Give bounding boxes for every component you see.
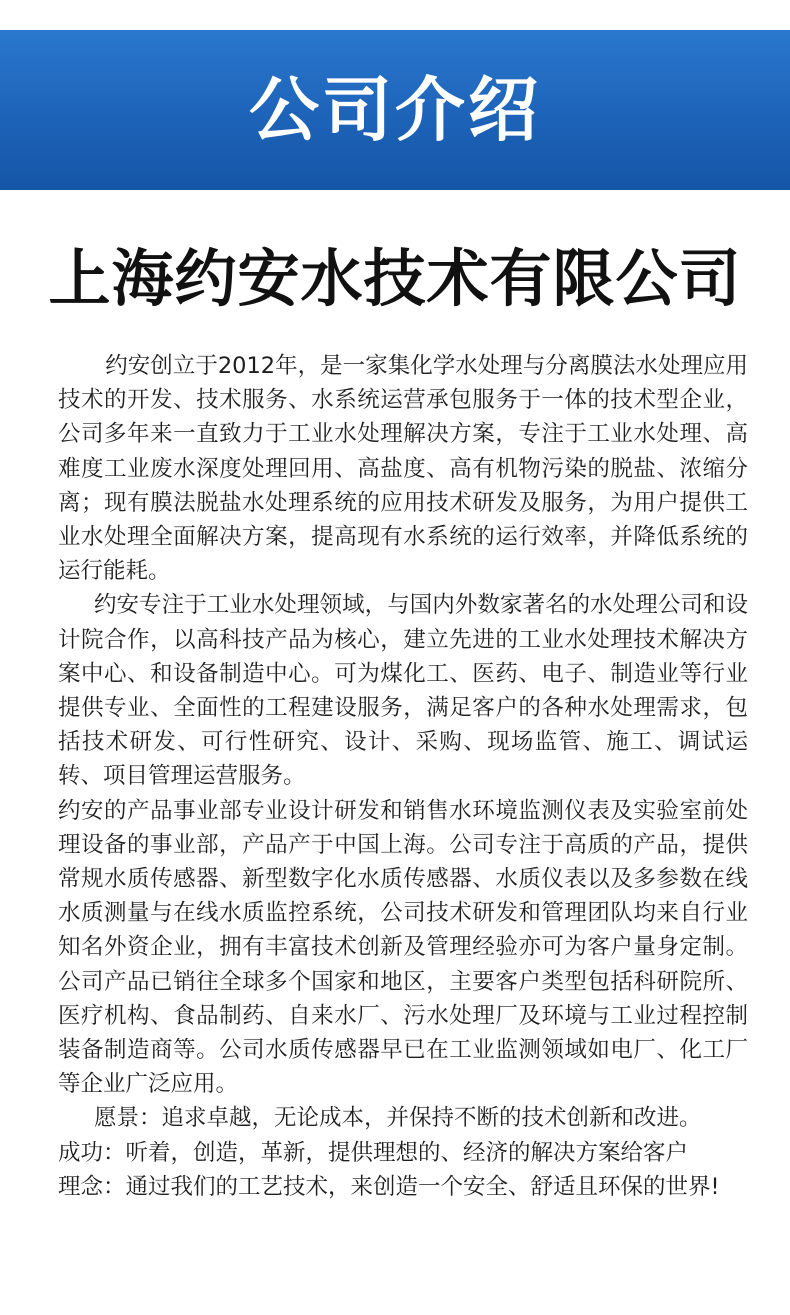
intro-paragraph-philosophy: 理念：通过我们的工艺技术，来创造一个安全、舒适且环保的世界! (58, 1173, 720, 1200)
intro-paragraph-focus: 约安专注于工业水处理领域，与国内外数家著名的水处理公司和设计院合作，以高科技产品为核心，建立先进的工业水处理技术解决方案中心、和设备制造中心。可为煤化工、医药、电子、制造业等行业提供专业、全面性的工程建设服务，满足客户的各种水处理需求，包括技术研发、可行性研究、设计、采购、现场监管、施工、调试运转、项目管理运营服务。 (58, 592, 748, 790)
intro-paragraph-vision: 愿景：追求卓越，无论成本，并保持不断的技术创新和改进。 (94, 1105, 702, 1132)
intro-paragraph-success: 成功：听着，创造，革新，提供理想的、经济的解决方案给客户 (58, 1139, 689, 1166)
company-name: 上海约安水技术有限公司 (48, 242, 742, 315)
intro-paragraph-founding: 约安创立于2012年，是一家集化学水处理与分离膜法水处理应用技术的开发、技术服务、水系统运营承包服务于一体的技术型企业，公司多年来一直致力于工业水处理解决方案，专注于工业水处理、高难度工业废水深度处理回用、高盐度、高有机物污染的脱盐、浓缩分离；现有膜法脱盐水处理系统的应用技术研发及服务，为用户提供工业水处理全面解决方案，提高现有水系统的运行效率，并降低系统的运行能耗。 (58, 353, 748, 585)
intro-content (58, 349, 748, 1204)
page-title: 公司介绍 (249, 69, 541, 151)
intro-paragraph-products: 约安的产品事业部专业设计研发和销售水环境监测仪表及实验室前处理设备的事业部，产品产于中国上海。公司专注于高质的产品，提供常规水质传感器、新型数字化水质传感器、水质仪表以及多参数在线水质测量与在线水质监控系统，公司技术研发和管理团队均来自行业知名外资企业，拥有丰富技术创新及管理经验亦可为客户量身定制。公司产品已销往全球多个国家和地区，主要客户类型包括科研院所、医疗机构、食品制药、自来水厂、污水处理厂及环境与工业过程控制装备制造商等。公司水质传感器早已在工业监测领域如电厂、化工厂等企业广泛应用。 (58, 797, 748, 1098)
header-banner (0, 30, 790, 190)
